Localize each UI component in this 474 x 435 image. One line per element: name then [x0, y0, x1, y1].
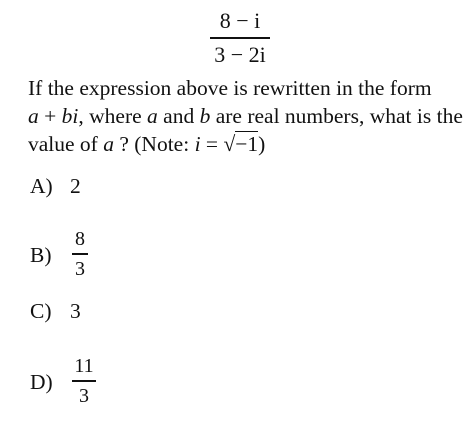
square-root: [223, 130, 258, 158]
choice-d-fraction: [72, 356, 96, 406]
where-text: , where: [78, 104, 148, 128]
choice-d-denominator: 3: [79, 384, 89, 407]
choice-c-value: 3: [70, 299, 81, 323]
choice-c-letter: C): [30, 299, 52, 323]
var-i: i: [194, 132, 201, 156]
choice-d-fraction-bar: [72, 380, 96, 382]
question-stem: [28, 74, 463, 158]
var-a-3: a: [103, 132, 114, 156]
choice-a-value: 2: [70, 174, 81, 198]
numerator-text: 8 − i: [219, 8, 261, 33]
choice-b-letter: B): [30, 243, 52, 267]
choice-d[interactable]: [30, 356, 96, 406]
var-b: b: [199, 104, 211, 128]
question-line-3: [28, 130, 458, 158]
value-of-text: value of: [28, 132, 104, 156]
choice-b[interactable]: [30, 229, 88, 279]
var-a-2: a: [147, 104, 158, 128]
choice-d-letter: D): [30, 370, 53, 394]
question-line-1: If the expression above is rewritten in the form: [28, 76, 432, 100]
plus-text: +: [38, 104, 62, 128]
choice-b-fraction: [72, 229, 88, 279]
expression-fraction: [210, 10, 270, 66]
choice-c[interactable]: [30, 301, 81, 323]
and-text: and: [157, 104, 200, 128]
choice-a-letter: A): [30, 174, 53, 198]
equals-text: =: [200, 132, 224, 156]
choice-b-denominator: 3: [75, 257, 85, 280]
expression-denominator: [214, 41, 266, 67]
fraction-bar: [210, 37, 270, 39]
close-paren: ): [258, 132, 266, 156]
question-line-2: [28, 102, 463, 130]
radicand: −1: [235, 132, 259, 156]
choice-a[interactable]: [30, 176, 81, 198]
expression-numerator: [220, 10, 261, 32]
var-bi: bi: [61, 104, 79, 128]
choice-d-numerator: 11: [74, 355, 94, 377]
note-text: ? (Note:: [113, 132, 195, 156]
var-a: a: [28, 104, 39, 128]
choice-b-numerator: 8: [75, 228, 85, 250]
denominator-text: 3 − 2i: [214, 41, 266, 67]
real-numbers-text: are real numbers, what is the: [210, 104, 463, 128]
radical-sign: √: [223, 132, 236, 156]
choice-b-fraction-bar: [72, 253, 88, 255]
